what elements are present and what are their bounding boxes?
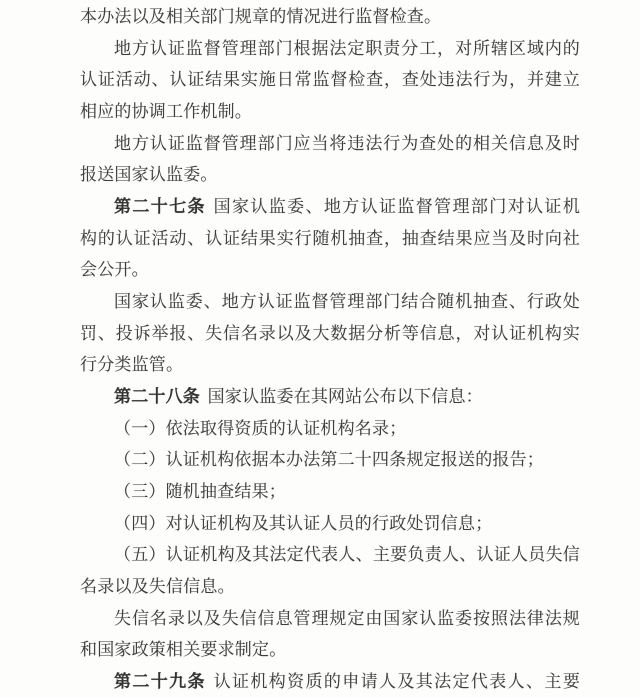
article-number-heading: 第二十七条 — [114, 197, 206, 217]
line-text: 国家认监委、地方认证监督管理部门结合随机抽查、行政处 — [114, 292, 580, 312]
document-line — [80, 634, 580, 666]
document-line — [80, 96, 580, 128]
document-line — [80, 286, 580, 318]
line-text: 地方认证监督管理部门根据法定职责分工，对所辖区域内的 — [114, 38, 580, 58]
document-line — [80, 476, 580, 508]
line-text: 地方认证监督管理部门应当将违法行为查处的相关信息及时 — [114, 133, 580, 153]
line-text: 罚、投诉举报、失信名录以及大数据分析等信息，对认证机构实 — [80, 323, 580, 343]
document-line — [80, 64, 580, 96]
document-line — [80, 508, 580, 540]
article-number-heading: 第二十八条 — [114, 387, 200, 407]
article-line — [80, 381, 580, 413]
line-text: 失信名录以及失信信息管理规定由国家认监委按照法律法规 — [114, 608, 580, 628]
document-line — [80, 571, 580, 603]
document-line — [80, 318, 580, 350]
line-text: （三）随机抽查结果； — [114, 482, 286, 502]
line-text: 报送国家认监委。 — [80, 165, 218, 185]
line-text: （一）依法取得资质的认证机构名录； — [114, 418, 407, 438]
line-text: 国家认监委、地方认证监督管理部门对认证机 — [213, 197, 581, 217]
line-text: 认证机构资质的申请人及其法定代表人、主要 — [213, 672, 581, 692]
document-line — [80, 128, 580, 160]
article-line — [80, 191, 580, 223]
document-line — [80, 603, 580, 635]
document-line — [80, 159, 580, 191]
document-line — [80, 223, 580, 255]
document-line — [80, 539, 580, 571]
article-number-heading: 第二十九条 — [114, 672, 206, 692]
article-line — [80, 666, 580, 697]
line-text: 和国家政策相关要求制定。 — [80, 640, 287, 660]
line-text: 行分类监管。 — [80, 355, 184, 375]
document-line — [80, 254, 580, 286]
line-text: （二）认证机构依据本办法第二十四条规定报送的报告； — [114, 450, 544, 470]
line-text: 国家认监委在其网站公布以下信息： — [207, 387, 483, 407]
document-line — [80, 1, 580, 33]
document-line — [80, 33, 580, 65]
line-text: （五）认证机构及其法定代表人、主要负责人、认证人员失信 — [114, 545, 580, 565]
line-text: （四）对认证机构及其认证人员的行政处罚信息； — [114, 513, 493, 533]
document-line — [80, 349, 580, 381]
document-line — [80, 444, 580, 476]
document-text-block — [80, 1, 580, 697]
line-text: 名录以及失信信息。 — [80, 577, 235, 597]
line-text: 会公开。 — [80, 260, 149, 280]
document-line — [80, 413, 580, 445]
line-text: 本办法以及相关部门规章的情况进行监督检查。 — [80, 7, 442, 26]
line-text: 相应的协调工作机制。 — [80, 102, 252, 122]
line-text: 认证活动、认证结果实施日常监督检查，查处违法行为，并建立 — [80, 70, 580, 90]
line-text: 构的认证活动、认证结果实行随机抽查，抽查结果应当及时向社 — [80, 228, 580, 248]
